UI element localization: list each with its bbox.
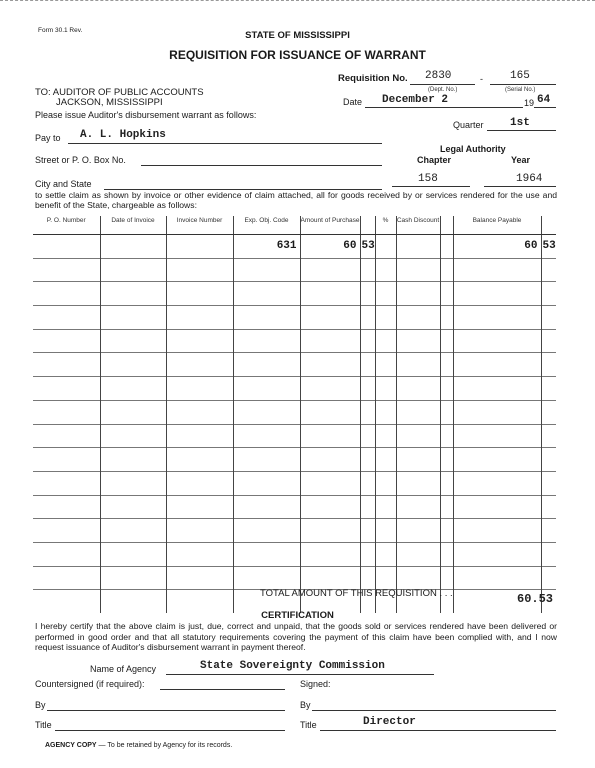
year-suffix: 64 (537, 94, 551, 106)
table-cell (396, 542, 440, 566)
table-cell (453, 329, 541, 353)
table-cell (360, 542, 375, 566)
table-cell (396, 282, 440, 306)
table-cell (300, 471, 360, 495)
table-cell (233, 542, 300, 566)
pay-to-label: Pay to (35, 133, 61, 143)
table-cell (233, 424, 300, 448)
table-row-empty (33, 424, 556, 448)
table-row-empty (33, 377, 556, 401)
table-cell (33, 377, 100, 401)
table-cell (396, 566, 440, 590)
table-cell (100, 306, 166, 330)
table-cell (33, 448, 100, 472)
table-cell (541, 519, 556, 543)
column-header: Date of Invoice (100, 216, 166, 235)
title-label-right: Title (300, 720, 317, 730)
table-cell (233, 519, 300, 543)
table-cell (375, 235, 396, 259)
table-cell (300, 353, 360, 377)
table-cell (360, 329, 375, 353)
table-cell (396, 377, 440, 401)
title-line-right (320, 730, 556, 731)
table-cell (375, 377, 396, 401)
table-cell (396, 424, 440, 448)
page-title: REQUISITION FOR ISSUANCE OF WARRANT (169, 48, 426, 62)
table-row-empty (33, 542, 556, 566)
table-row-empty (33, 400, 556, 424)
table-cell (233, 566, 300, 590)
table-cell (375, 495, 396, 519)
column-header: Cash Discount (396, 216, 440, 235)
dept-no-line (410, 84, 475, 85)
table-cell (396, 329, 440, 353)
table-cell (396, 448, 440, 472)
table-cell (300, 329, 360, 353)
table-cell (100, 448, 166, 472)
legal-authority-label: Legal Authority (440, 144, 506, 154)
table-cell (100, 282, 166, 306)
table-cell (440, 282, 453, 306)
table-cell (453, 353, 541, 377)
table-cell: 60 (300, 235, 360, 259)
table-cell (100, 519, 166, 543)
table-cell (33, 519, 100, 543)
table-cell: 53 (360, 235, 375, 259)
table-cell (375, 471, 396, 495)
table-cell (453, 282, 541, 306)
title-value: Director (363, 716, 416, 728)
table-cell (166, 424, 233, 448)
table-cell (541, 542, 556, 566)
table-cell (396, 258, 440, 282)
table-cell (541, 329, 556, 353)
table-cell (541, 448, 556, 472)
column-header: % (375, 216, 396, 235)
table-cell (233, 448, 300, 472)
agency-label: Name of Agency (90, 664, 157, 674)
chapter-value: 158 (418, 173, 438, 185)
date-value: December 2 (382, 94, 449, 106)
table-cell (300, 306, 360, 330)
table-cell (100, 258, 166, 282)
table-row-empty (33, 448, 556, 472)
instruction-text: Please issue Auditor's disbursement warrant as follows: (35, 110, 257, 120)
table-cell (300, 424, 360, 448)
column-header (541, 216, 556, 235)
by-line-right (312, 710, 556, 711)
table-cell (360, 471, 375, 495)
line-items-table (33, 216, 556, 613)
table-cell (166, 542, 233, 566)
serial-no-value: 165 (510, 70, 530, 82)
table-cell (396, 495, 440, 519)
table-cell (33, 424, 100, 448)
table-row-empty (33, 566, 556, 590)
table-cell (375, 329, 396, 353)
table-cell (360, 424, 375, 448)
table-cell (440, 400, 453, 424)
table-cell (440, 519, 453, 543)
table-cell (300, 258, 360, 282)
table-cell (453, 519, 541, 543)
table-cell (166, 400, 233, 424)
table-cell (453, 542, 541, 566)
table-cell (541, 377, 556, 401)
table-cell (33, 400, 100, 424)
table-cell (166, 258, 233, 282)
table-cell (33, 353, 100, 377)
table-cell (375, 448, 396, 472)
table-cell (453, 471, 541, 495)
by-label-right: By (300, 700, 311, 710)
table-cell (541, 566, 556, 590)
column-header: P. O. Number (33, 216, 100, 235)
agency-value: State Sovereignty Commission (200, 660, 385, 672)
table-cell (360, 377, 375, 401)
table-cell (375, 258, 396, 282)
column-header (440, 216, 453, 235)
table-cell (100, 400, 166, 424)
table-cell (33, 495, 100, 519)
table-cell (166, 471, 233, 495)
table-cell (233, 471, 300, 495)
table-cell (541, 258, 556, 282)
table-cell (396, 306, 440, 330)
agency-copy-bold: AGENCY COPY (45, 742, 97, 749)
chapter-label: Chapter (417, 155, 452, 165)
table-cell (360, 353, 375, 377)
table-cell (440, 566, 453, 590)
legal-year-line (484, 186, 556, 187)
table-cell (166, 448, 233, 472)
title-line-left (55, 730, 285, 731)
table-cell (100, 566, 166, 590)
table-cell (233, 377, 300, 401)
table-cell (33, 258, 100, 282)
table-cell (440, 258, 453, 282)
legal-year-value: 1964 (516, 173, 543, 185)
table-cell (100, 424, 166, 448)
street-label: Street or P. O. Box No. (35, 155, 126, 165)
table-cell (166, 329, 233, 353)
table-cell (453, 448, 541, 472)
table-row-empty (33, 258, 556, 282)
table-cell (33, 306, 100, 330)
table-cell (541, 400, 556, 424)
table-cell (300, 400, 360, 424)
to-auditor: TO: AUDITOR OF PUBLIC ACCOUNTS (35, 87, 204, 98)
table-cell (541, 353, 556, 377)
table-cell (300, 282, 360, 306)
total-value: 60.53 (517, 592, 554, 606)
table-cell (166, 306, 233, 330)
column-header (360, 216, 375, 235)
agency-line (166, 674, 434, 675)
table-row (33, 235, 556, 259)
table-cell (375, 400, 396, 424)
signed-label: Signed: (300, 679, 331, 689)
date-line (365, 107, 523, 108)
table-cell (396, 353, 440, 377)
table-cell (300, 495, 360, 519)
table-cell (396, 235, 440, 259)
table-cell (453, 424, 541, 448)
table-cell (100, 235, 166, 259)
table-row-empty (33, 306, 556, 330)
table-cell (33, 471, 100, 495)
table-cell (166, 377, 233, 401)
year-label: Year (511, 155, 531, 165)
table-cell (233, 329, 300, 353)
table-cell (375, 282, 396, 306)
table-cell (33, 282, 100, 306)
table-cell (233, 282, 300, 306)
table-cell (541, 306, 556, 330)
certification-text: I hereby certify that the above claim is just, due, correct and unpaid, that the goods sold or services rendered have been delivered or performed in good order and that all statutory requirements covering the payment of this claim have been complied with, and I now request issuance of Auditor's disbursement warrant in payment thereof. (35, 621, 557, 652)
countersigned-label: Countersigned (if required): (35, 679, 145, 689)
chapter-line (392, 186, 470, 187)
table-cell (233, 495, 300, 519)
table-cell (166, 353, 233, 377)
table-cell (166, 495, 233, 519)
table-cell (33, 329, 100, 353)
table-cell (440, 235, 453, 259)
table-cell (440, 471, 453, 495)
table-cell (33, 542, 100, 566)
table-cell (233, 306, 300, 330)
table-cell (100, 471, 166, 495)
by-line-left (47, 710, 285, 711)
agency-copy-footer (45, 742, 232, 749)
agency-copy-rest: — To be retained by Agency for its records. (96, 742, 233, 749)
settle-claim-text: to settle claim as shown by invoice or other evidence of claim attached, all for goods received by or services rendered for the use and benefit of the State, chargeable as follows: (35, 190, 557, 210)
table-cell (360, 519, 375, 543)
table-cell (396, 400, 440, 424)
street-line (141, 165, 382, 166)
serial-no-caption: (Serial No.) (505, 87, 536, 93)
table-cell (375, 566, 396, 590)
table-cell (440, 306, 453, 330)
quarter-line (487, 130, 556, 131)
to-city: JACKSON, MISSISSIPPI (56, 97, 163, 108)
table-cell (360, 282, 375, 306)
table-cell: 60 (453, 235, 541, 259)
table-cell (360, 448, 375, 472)
table-cell (166, 235, 233, 259)
state-heading: STATE OF MISSISSIPPI (245, 30, 350, 41)
table-cell (453, 377, 541, 401)
table-cell (453, 400, 541, 424)
table-row-empty (33, 353, 556, 377)
table-cell (300, 566, 360, 590)
table-cell (100, 542, 166, 566)
table-cell (541, 471, 556, 495)
form-number: Form 30.1 Rev. (38, 27, 83, 34)
year-line (534, 107, 556, 108)
table-cell (375, 353, 396, 377)
table-cell (453, 566, 541, 590)
table-cell (440, 542, 453, 566)
table-row-empty (33, 519, 556, 543)
table-cell (33, 566, 100, 590)
table-cell (375, 519, 396, 543)
countersigned-line (160, 689, 285, 690)
perforation-line (0, 0, 595, 1)
city-label: City and State (35, 179, 92, 189)
table-cell (300, 519, 360, 543)
pay-to-value: A. L. Hopkins (80, 129, 166, 141)
table-cell (453, 495, 541, 519)
table-cell (233, 353, 300, 377)
table-cell (541, 424, 556, 448)
table-cell (440, 424, 453, 448)
table-cell (100, 377, 166, 401)
pay-to-line (68, 143, 382, 144)
table-cell (453, 258, 541, 282)
year-prefix: 19 (524, 98, 535, 108)
requisition-label: Requisition No. (338, 73, 408, 84)
table-cell (100, 495, 166, 519)
serial-no-line (490, 84, 556, 85)
table-cell (440, 329, 453, 353)
table-cell (440, 377, 453, 401)
table-row-empty (33, 282, 556, 306)
table-cell (440, 448, 453, 472)
dept-no-caption: (Dept. No.) (428, 87, 458, 93)
quarter-label: Quarter (453, 120, 484, 130)
table-cell (375, 424, 396, 448)
certification-title: CERTIFICATION (261, 610, 334, 621)
quarter-value: 1st (510, 117, 530, 129)
table-cell (396, 471, 440, 495)
table-cell (360, 566, 375, 590)
table-cell (375, 306, 396, 330)
date-label: Date (343, 97, 363, 107)
table-cell (233, 400, 300, 424)
table-cell (541, 495, 556, 519)
table-cell (440, 495, 453, 519)
table-cell (360, 306, 375, 330)
table-cell (300, 377, 360, 401)
table-cell (453, 306, 541, 330)
table-cell (300, 542, 360, 566)
table-cell (360, 495, 375, 519)
column-header: Balance Payable (453, 216, 541, 235)
column-header: Amount of Purchase (300, 216, 360, 235)
table-cell (233, 258, 300, 282)
table-cell (166, 566, 233, 590)
table-cell (100, 329, 166, 353)
title-label-left: Title (35, 720, 52, 730)
dept-no-value: 2830 (425, 70, 452, 82)
table-cell (166, 282, 233, 306)
table-cell (100, 353, 166, 377)
table-row-empty (33, 471, 556, 495)
table-cell (440, 353, 453, 377)
table-row-empty (33, 329, 556, 353)
table-cell: 53 (541, 235, 556, 259)
table-cell (166, 519, 233, 543)
table-cell (541, 282, 556, 306)
table-cell (33, 235, 100, 259)
column-header: Invoice Number (166, 216, 233, 235)
table-cell: 631 (233, 235, 300, 259)
table-cell (375, 542, 396, 566)
table-cell (360, 400, 375, 424)
table-row-empty (33, 495, 556, 519)
table-cell (360, 258, 375, 282)
table-cell (396, 519, 440, 543)
total-label: TOTAL AMOUNT OF THIS REQUISITION . . . (260, 588, 453, 599)
table-cell (300, 448, 360, 472)
by-label-left: By (35, 700, 46, 710)
column-header: Exp. Obj. Code (233, 216, 300, 235)
